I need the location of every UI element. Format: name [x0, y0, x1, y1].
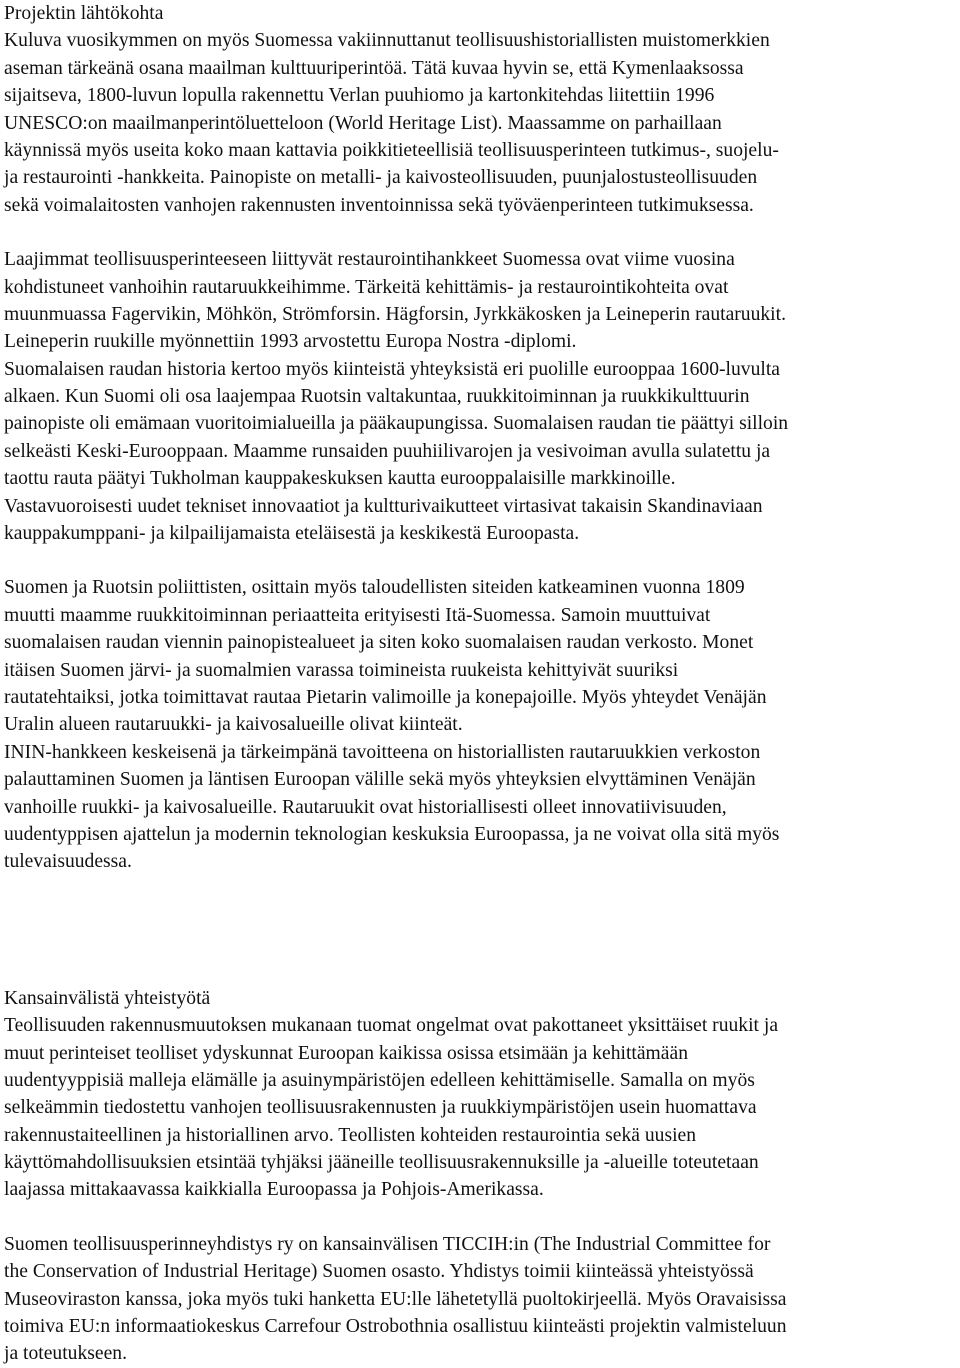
text-line: itäisen Suomen järvi- ja suomalmien varassa toimineista ruukeista kehittyivät suuriksi	[4, 659, 679, 681]
text-line: kohdistuneet vanhoihin rautaruukkeihimme. Tärkeitä kehittämis- ja restaurointikohteita ovat	[4, 276, 729, 298]
text-line: ja toteutukseen.	[4, 1343, 127, 1365]
text-line: tulevaisuudessa.	[4, 851, 132, 873]
text-line: Museoviraston kanssa, joka myös tuki hanketta EU:lle lähetetyllä puoltokirjeellä. Myös Oravaisissa	[4, 1288, 787, 1310]
text-line: Kuluva vuosikymmen on myös Suomessa vakiinnuttanut teollisuushistoriallisten muistomerkkien	[4, 30, 770, 52]
text-line: vanhoille ruukki- ja kaivosalueille. Rautaruukit ovat historiallisesti olleet innovatiivisuuden,	[4, 796, 727, 818]
section-project-background	[4, 0, 958, 876]
text-line: Uralin alueen rautaruukki- ja kaivosalueille olivat kiinteät.	[4, 714, 463, 736]
text-line: Suomalaisen raudan historia kertoo myös kiinteistä yhteyksistä eri puolille eurooppaa 1600-luvulta	[4, 358, 780, 380]
text-line: käyttömahdollisuuksien etsintää tyhjäksi jääneille teollisuusrakennuksille ja -alueille toteutetaan	[4, 1152, 759, 1174]
section-heading: Projektin lähtökohta	[4, 3, 164, 24]
text-line: selkeämmin tiedostettu vanhojen teollisuusrakennusten ja ruukkiympäristöjen usein huomattava	[4, 1097, 757, 1119]
text-line: palauttaminen Suomen ja läntisen Euroopan välille sekä myös yhteyksien elvyttäminen Venäjän	[4, 769, 756, 791]
text-line: Suomen teollisuusperinneyhdistys ry on kansainvälisen TICCIH:in (The Industrial Committee for	[4, 1233, 771, 1255]
text-line: käynnissä myös useita koko maan kattavia poikkitieteellisiä teollisuusperinteen tutkimus-, suojelu-	[4, 139, 779, 161]
text-line: uudentyppisen ajattelun ja modernin teknologian keskuksia Euroopassa, ja ne voivat olla sitä myös	[4, 823, 780, 845]
text-line: toimiva EU:n informaatiokeskus Carrefour Ostrobothnia osallistuu kiinteästi projektin valmisteluun	[4, 1316, 787, 1338]
text-line: ININ-hankkeen keskeisenä ja tärkeimpänä tavoitteena on historiallisten rautaruukkien verkoston	[4, 741, 761, 763]
document-page	[4, 0, 958, 1368]
text-line: suomalaisen raudan viennin painopistealueet ja siten koko suomalaisen raudan verkosto. Monet	[4, 632, 754, 654]
text-line: muut perinteiset teolliset ydyskunnat Euroopan kaikissa osissa etsimään ja kehittämään	[4, 1042, 688, 1064]
text-line: painopiste oli emämaan vuoritoimialueilla ja pääkaupungissa. Suomalaisen raudan tie päättyi silloin	[4, 413, 789, 435]
text-line: Vastavuoroisesti uudet tekniset innovaatiot ja kultturivaikutteet virtasivat takaisin Skandinaviaan	[4, 495, 763, 517]
paragraph	[4, 1012, 958, 1204]
paragraph	[4, 1231, 958, 1368]
text-line: rautatehtaiksi, jotka toimittavat rautaa Pietarin valimoille ja konepajoille. Myös yhteydet Venäjän	[4, 686, 767, 708]
text-line: muutti maamme ruukkitoiminnan periaatteita erityisesti Itä-Suomessa. Samoin muuttuivat	[4, 604, 711, 626]
text-line: sekä voimalaitosten vanhojen rakennusten inventoinnissa sekä työväenperinteen tutkimuksessa.	[4, 194, 754, 216]
text-line: sijaitseva, 1800-luvun lopulla rakennettu Verlan puuhiomo ja kartonkitehdas liitettiin 1996	[4, 85, 715, 107]
text-line: aseman tärkeänä osana maailman kulttuuriperintöä. Tätä kuvaa hyvin se, että Kymenlaaksossa	[4, 57, 744, 79]
text-line: Suomen ja Ruotsin poliittisten, osittain myös taloudellisten siteiden katkeaminen vuonna 1809	[4, 577, 745, 599]
text-line: selkeästi Keski-Eurooppaan. Maamme runsaiden puuhiilivarojen ja vesivoiman avulla sulatettu ja	[4, 440, 771, 462]
text-line: muunmuassa Fagervikin, Möhkön, Strömforsin. Hägforsin, Jyrkkäkosken ja Leineperin rautaruukit.	[4, 303, 786, 325]
text-line: Teollisuuden rakennusmuutoksen mukanaan tuomat ongelmat ovat pakottaneet yksittäiset ruukit ja	[4, 1015, 779, 1037]
text-line: laajassa mittakaavassa kaikkialla Euroopassa ja Pohjois-Amerikassa.	[4, 1179, 544, 1201]
text-line: Leineperin ruukille myönnettiin 1993 arvostettu Europa Nostra -diplomi.	[4, 331, 577, 353]
text-line: Laajimmat teollisuusperinteeseen liittyvät restaurointihankkeet Suomessa ovat viime vuosina	[4, 249, 735, 271]
section-international-cooperation	[4, 985, 958, 1368]
text-line: alkaen. Kun Suomi oli osa laajempaa Ruotsin valtakuntaa, ruukkitoiminnan ja ruukkikulttuurin	[4, 386, 750, 408]
text-line: the Conservation of Industrial Heritage) Suomen osasto. Yhdistys toimii kiinteässä yhteistyössä	[4, 1261, 754, 1283]
text-line: taottu rauta päätyi Tukholman kauppakeskuksen kautta eurooppalaisille markkinoille.	[4, 468, 676, 490]
text-line: rakennustaiteellinen ja historiallinen arvo. Teollisten kohteiden restaurointia sekä uusien	[4, 1124, 697, 1146]
text-line: UNESCO:on maailmanperintöluetteloon (World Heritage List). Maassamme on parhaillaan	[4, 112, 722, 134]
text-line: kauppakumppani- ja kilpailijamaista eteläisestä ja keskikestä Euroopasta.	[4, 523, 580, 545]
section-heading: Kansainvälistä yhteistyötä	[4, 987, 211, 1009]
paragraph	[4, 246, 958, 547]
text-line: uudentyyppisiä malleja elämälle ja asuinympäristöjen edelleen kehittämiselle. Samalla on myös	[4, 1069, 755, 1091]
paragraph	[4, 574, 958, 875]
paragraph	[4, 27, 958, 219]
text-line: ja restaurointi -hankkeita. Painopiste on metalli- ja kaivosteollisuuden, puunjalostusteollisuuden	[4, 167, 758, 189]
